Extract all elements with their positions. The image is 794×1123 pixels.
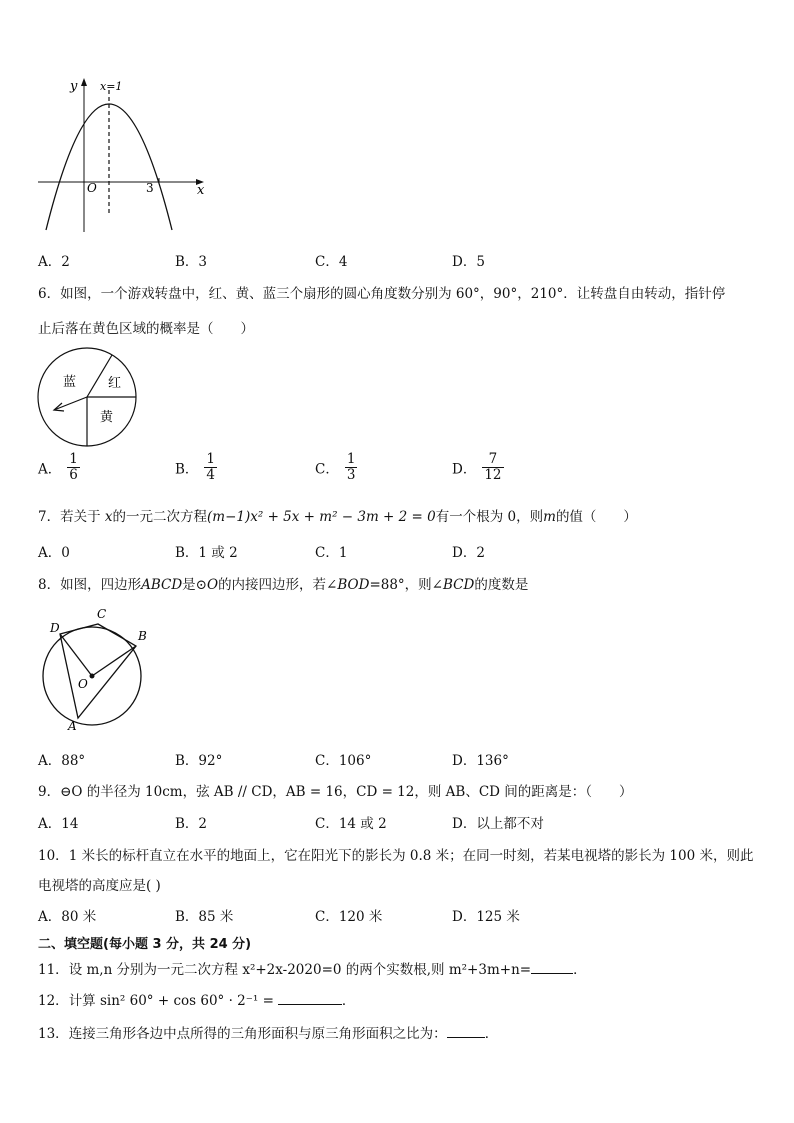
q9-option-d[interactable]: D．以上都不对 (452, 816, 544, 832)
q12-text: 计算 sin² 60° + cos 60° · 2⁻¹ = (68, 993, 274, 1009)
spinner-pointer (54, 397, 87, 410)
q6-option-b[interactable] (175, 452, 217, 483)
q6-option-b-label: B． (175, 461, 199, 478)
q7-mid: 的一元二次方程 (112, 509, 208, 525)
origin-label: O (87, 181, 97, 195)
q5-option-d[interactable]: D．5 (452, 254, 485, 270)
symmetry-axis-label: x=1 (100, 80, 123, 93)
q6-option-b-den: 4 (206, 466, 216, 483)
q8-option-d[interactable]: D．136° (452, 753, 509, 769)
q12-answer-blank[interactable] (278, 1003, 342, 1005)
x-axis-label: x (197, 183, 205, 198)
q8-options (0, 749, 794, 767)
q8-number: 8． (38, 577, 61, 593)
q6-option-c[interactable] (315, 452, 357, 483)
q6-option-d[interactable] (452, 452, 504, 483)
q8-option-c[interactable]: C．106° (315, 753, 372, 769)
label-d: D (50, 621, 60, 635)
label-a: A (68, 719, 77, 732)
q7-options (0, 541, 794, 559)
q6-option-c-fraction (345, 452, 358, 483)
quadrilateral-abcd (60, 624, 136, 718)
q7-option-c[interactable]: C．1 (315, 545, 348, 561)
q6-option-c-den: 3 (346, 466, 356, 483)
center-point-o (90, 674, 95, 679)
q7-option-d[interactable]: D．2 (452, 545, 485, 561)
q7-option-b[interactable]: B．1 或 2 (175, 545, 238, 561)
q10-number: 10． (38, 848, 69, 864)
q5-option-c[interactable]: C．4 (315, 254, 348, 270)
q11-number: 11． (38, 962, 69, 978)
q6-option-a-den: 6 (69, 466, 78, 483)
q9-stem (38, 780, 633, 800)
q8-text-d: =88°，则∠ (369, 577, 443, 593)
sector-yellow-label: 黄 (100, 410, 114, 425)
q6-option-c-label: C． (315, 461, 339, 478)
q10-stem-1: 1 米长的标杆直立在水平的地面上，它在阳光下的影长为 0.8 米；在同一时刻，若某电视塔的影长为 100 米，则此 (68, 848, 754, 864)
q12-number: 12． (38, 993, 69, 1009)
q6-stem-1: 如图，一个游戏转盘中，红、黄、蓝三个扇形的圆心角度数分别为 60°，90°，210°．让转盘自由转动，指针停 (60, 286, 726, 302)
q6-option-a[interactable] (38, 452, 80, 483)
q13-text: 连接三角形各边中点所得的三角形面积与原三角形面积之比为： (68, 1026, 447, 1042)
q8-option-b[interactable]: B．92° (175, 753, 223, 769)
q6-option-d-fraction (482, 452, 503, 483)
q11-stem (38, 958, 587, 978)
y-axis-arrow (81, 78, 87, 86)
tick-label-3: 3 (146, 181, 154, 195)
sector-blue-label: 蓝 (63, 375, 77, 390)
q5-option-b[interactable]: B．3 (175, 254, 208, 270)
q9-option-c[interactable]: C．14 或 2 (315, 816, 387, 832)
q10-line2 (38, 874, 161, 894)
q8-quad: ABCD (141, 577, 183, 593)
q13-number: 13． (38, 1026, 69, 1042)
q6-line1 (38, 282, 725, 302)
q10-line1 (38, 844, 753, 864)
q9-option-b[interactable]: B．2 (175, 816, 208, 832)
q13-answer-blank[interactable] (447, 1036, 485, 1038)
q13-stem (38, 1022, 498, 1042)
q6-option-a-label: A． (38, 461, 62, 478)
q8-text-e: 的度数是 (474, 577, 529, 593)
q12-stem (38, 989, 355, 1009)
q9-options (0, 812, 794, 830)
q6-option-b-num: 1 (206, 451, 216, 467)
q6-stem-2: 止后落在黄色区域的概率是（ ） (38, 321, 254, 337)
q8-text-a: 如图，四边形 (60, 577, 142, 593)
q6-option-b-fraction (204, 452, 217, 483)
q10-stem-2: 电视塔的高度应是( ) (38, 878, 161, 894)
q7-number: 7． (38, 509, 61, 525)
q8-angle2: BCD (443, 577, 475, 593)
q6-options (0, 452, 794, 492)
q6-option-a-num: 1 (69, 451, 78, 467)
q6-number: 6． (38, 286, 61, 302)
segment-ob (92, 646, 136, 676)
q10-options (0, 905, 794, 923)
q6-option-d-label: D． (452, 461, 477, 478)
q12-end: ． (341, 993, 356, 1009)
q5-options (0, 250, 794, 268)
q9-option-a[interactable]: A．14 (38, 816, 79, 832)
q10-option-c[interactable]: C．120 米 (315, 909, 383, 925)
q6-option-c-num: 1 (346, 451, 356, 467)
q6-option-d-num: 7 (482, 452, 503, 468)
q9-text: ⊖O 的半径为 10cm，弦 AB // CD，AB = 16，CD = 12，则 AB、CD 间的距离是：（ ） (60, 784, 633, 800)
label-c: C (97, 607, 107, 621)
parabola-graph (34, 74, 214, 234)
q6-option-d-den: 12 (484, 466, 502, 483)
q11-text: 设 m,n 分别为一元二次方程 x²+2x-2020=0 的两个实数根,则 m²+3m+n= (68, 962, 532, 978)
spinner-figure (36, 346, 142, 450)
q6-line2 (38, 317, 254, 337)
q7-equation: (m−1)x² + 5x + m² − 3m + 2 = 0 (207, 509, 436, 525)
q7-post: 有一个根为 0，则 (435, 509, 544, 525)
q10-option-d[interactable]: D．125 米 (452, 909, 520, 925)
q11-end: ． (573, 962, 587, 978)
q7-option-a[interactable]: A．0 (38, 545, 70, 561)
circle-quadrilateral-figure (40, 604, 156, 732)
q10-option-a[interactable]: A．80 米 (38, 909, 97, 925)
q8-circle: O (206, 577, 219, 593)
q5-option-a[interactable]: A．2 (38, 254, 70, 270)
label-b: B (138, 629, 147, 643)
q11-answer-blank[interactable] (531, 972, 573, 974)
q8-option-a[interactable]: A．88° (38, 753, 86, 769)
q8-angle1: BOD (337, 577, 370, 593)
q8-text-c: 的内接四边形，若∠ (218, 577, 338, 593)
sector-red-label: 红 (108, 376, 122, 391)
q13-end: ． (484, 1026, 499, 1042)
q7-stem (38, 505, 637, 525)
q7-end: 的值（ ） (555, 509, 637, 525)
q10-option-b[interactable]: B．85 米 (175, 909, 234, 925)
q7-var-m: m (543, 509, 556, 525)
q8-text-b: 是⊙ (182, 577, 207, 593)
section2-title: 二、填空题(每小题 3 分，共 24 分) (38, 937, 252, 952)
q7-var-x: x (104, 509, 113, 525)
y-axis-label: y (70, 79, 78, 94)
q8-stem (38, 573, 528, 593)
q6-option-a-fraction (67, 452, 80, 483)
label-o: O (78, 677, 88, 691)
q9-number: 9． (38, 784, 61, 800)
q7-pre: 若关于 (60, 509, 101, 525)
